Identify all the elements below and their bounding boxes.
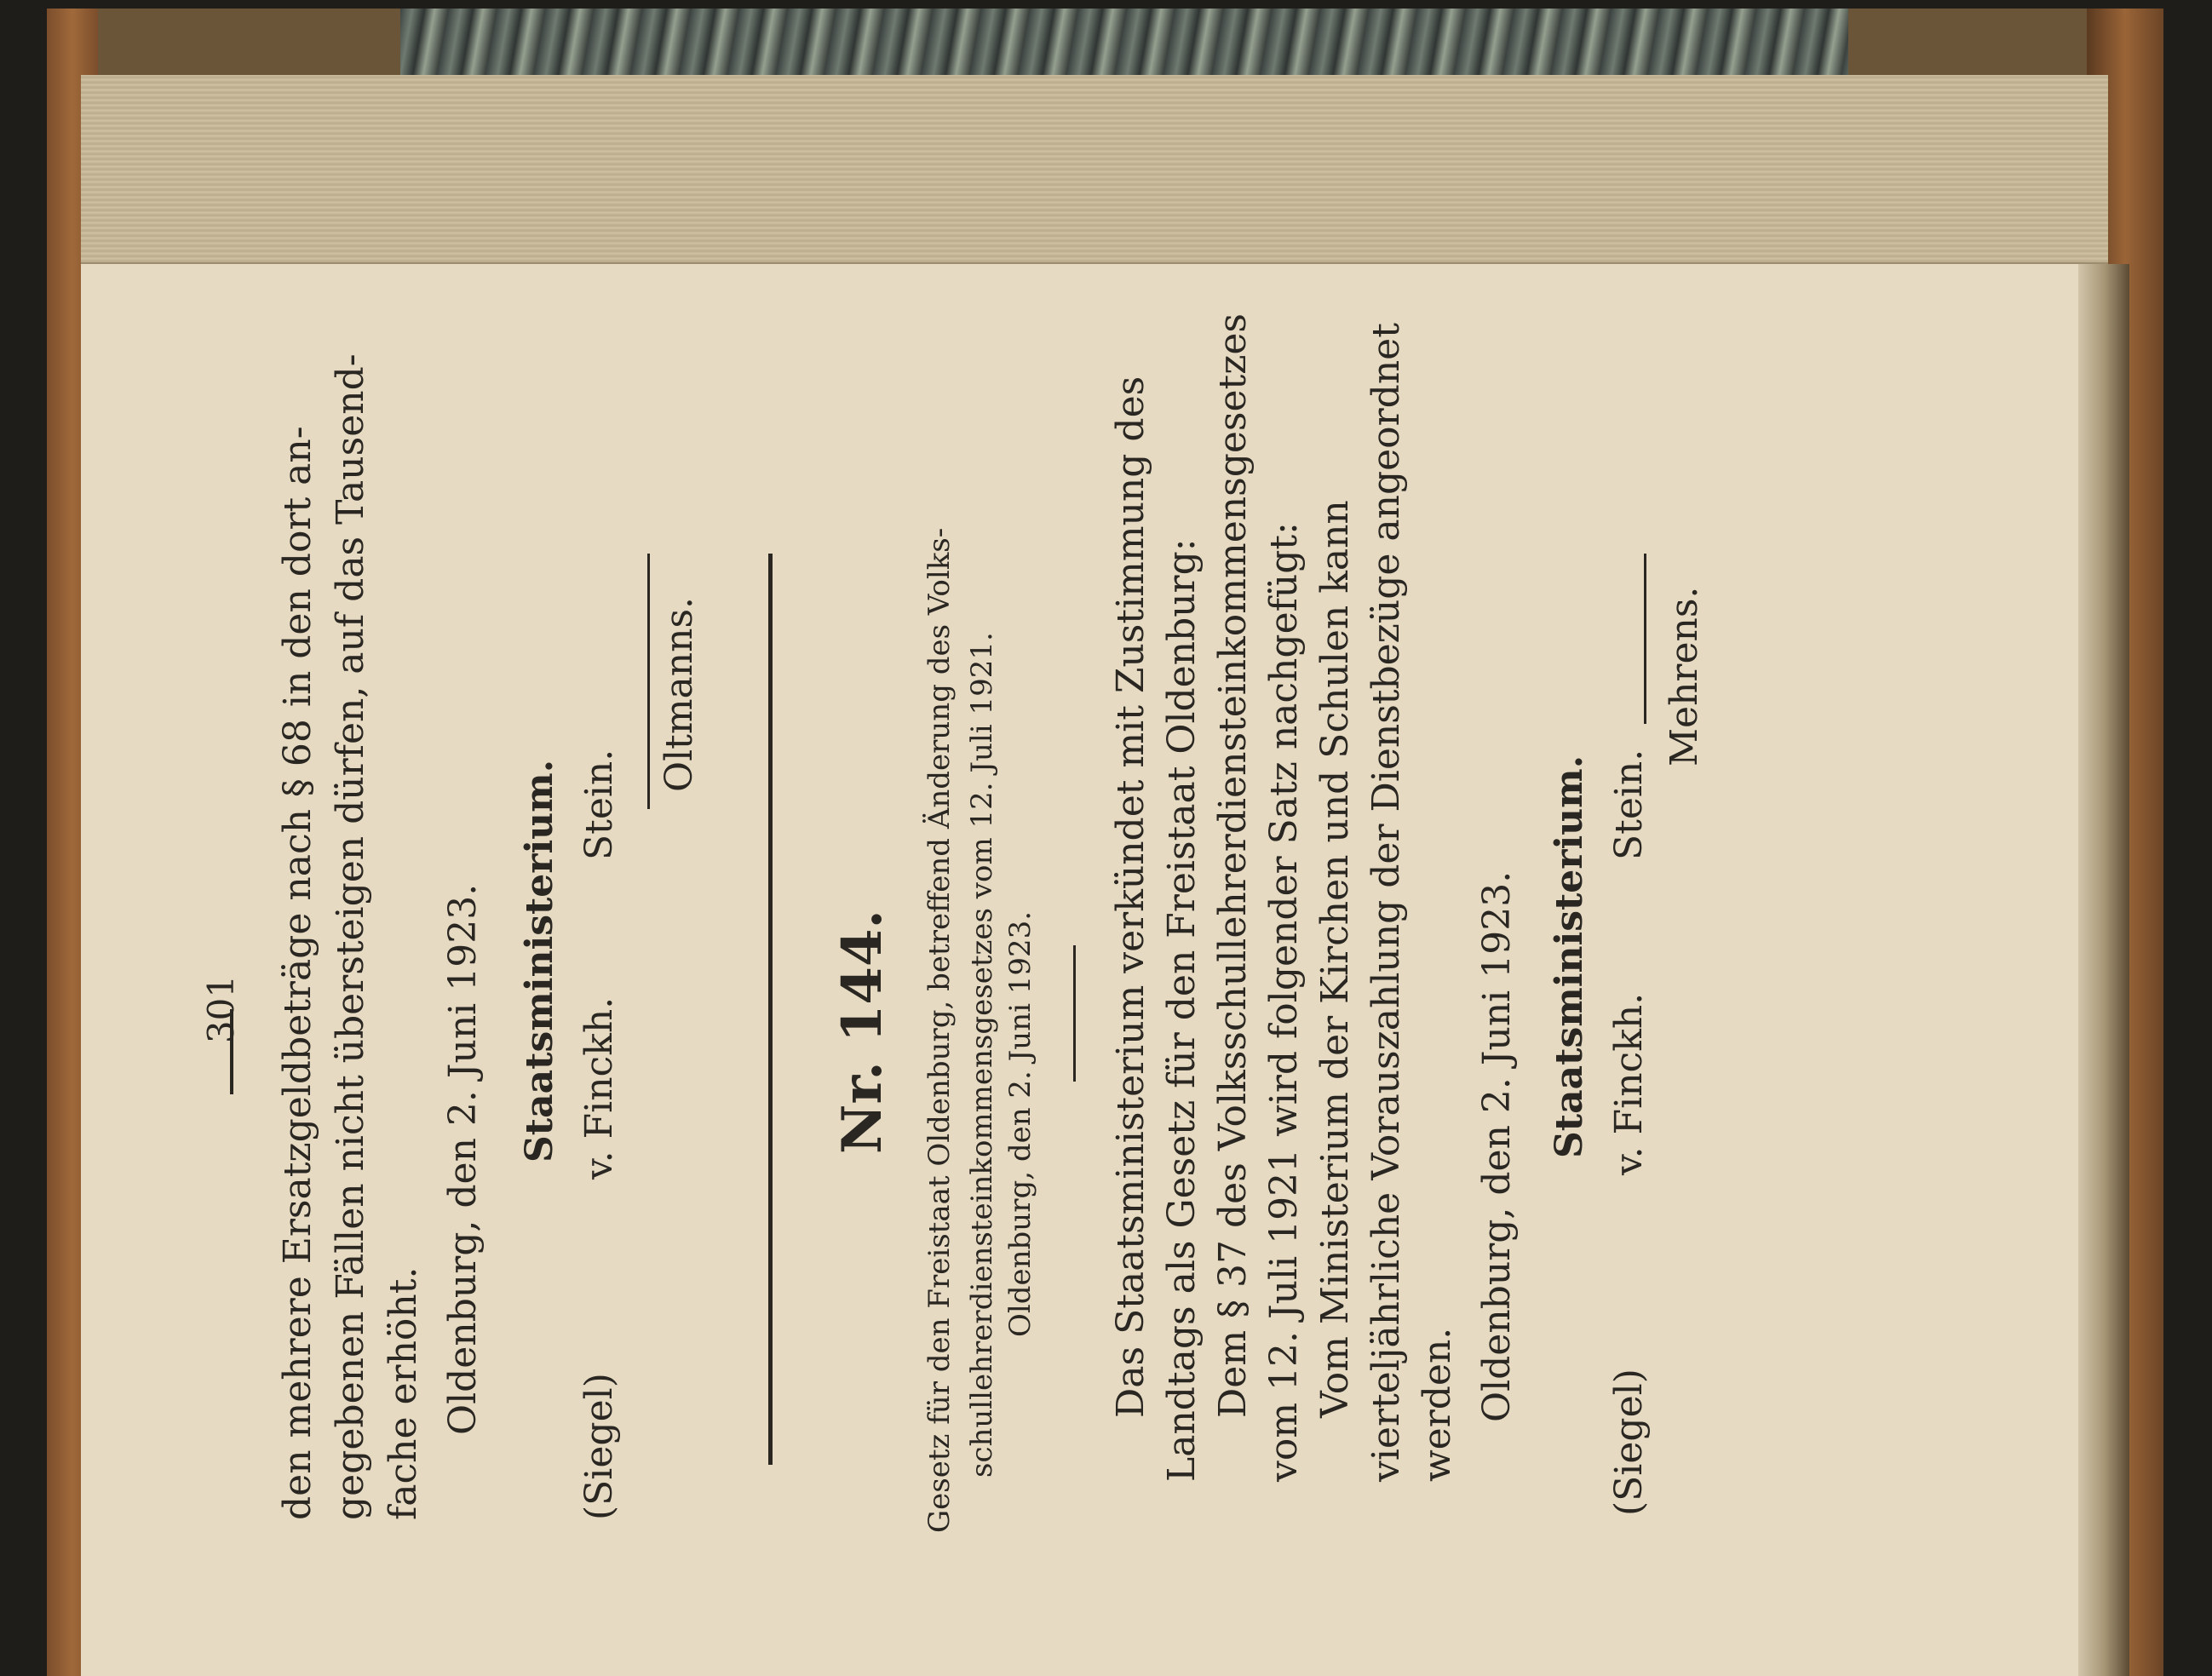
block2-ministry: Staatsministerium. xyxy=(1548,755,1591,1158)
page-edges xyxy=(81,75,2108,266)
page-gutter xyxy=(2078,264,2129,1676)
block1-signer2: Stein. xyxy=(577,749,621,860)
law-body-line5: Vom Ministerium der Kirchen und Schulen kann xyxy=(1313,500,1357,1418)
law-title-line1: Gesetz für den Freistaat Oldenburg, betreffend Änderung des Volks- xyxy=(922,527,957,1533)
block2-countersign: Mehrens. xyxy=(1663,586,1706,766)
law-title-line2: schullehrerdiensteinkommensgesetzes vom 12. Juli 1921. xyxy=(965,632,999,1478)
marbled-edge xyxy=(400,9,1848,77)
para1-line2: gegebenen Fällen nicht übersteigen dürfen, auf das Tausend- xyxy=(329,353,372,1520)
block1-signer1: v. Finckh. xyxy=(577,996,621,1180)
para1-line3: fache erhöht. xyxy=(382,1266,425,1520)
law-number: Nr. 144. xyxy=(830,910,894,1154)
law-date: Oldenburg, den 2. Juni 1923. xyxy=(1003,910,1037,1337)
law-body-line2: Landtags als Gesetz für den Freistaat Oldenburg: xyxy=(1160,538,1204,1482)
countersign-rule-1 xyxy=(647,554,650,809)
countersign-rule-2 xyxy=(1644,554,1646,724)
block1-countersign: Oltmanns. xyxy=(658,596,701,792)
page-number: 301 xyxy=(200,974,242,1044)
block2-seal: (Siegel) xyxy=(1607,1369,1651,1516)
law-body-line7: werden. xyxy=(1416,1327,1459,1482)
law-body-line1: Das Staatsministerium verkündet mit Zustimmung des xyxy=(1109,376,1152,1418)
para1-line1: den mehrere Ersatzgeldbeträge nach § 68 in den dort an- xyxy=(276,426,319,1520)
law-body-line6: vierteljährliche Vorauszahlung der Dienstbezüge angeordnet xyxy=(1365,323,1408,1482)
law-body-line4: vom 12. Juli 1921 wird folgender Satz nachgefügt: xyxy=(1262,522,1306,1482)
block1-place-date: Oldenburg, den 2. Juni 1923. xyxy=(441,883,485,1435)
section-divider xyxy=(768,554,773,1465)
block2-signer2: Stein. xyxy=(1607,749,1651,860)
block2-signer1: v. Finckh. xyxy=(1607,992,1651,1175)
law-body-line3: Dem § 37 des Volksschullehrerdiensteinkommensgesetzes xyxy=(1211,313,1255,1418)
block2-place-date: Oldenburg, den 2. Juni 1923. xyxy=(1475,870,1519,1422)
block1-seal: (Siegel) xyxy=(577,1373,621,1520)
title-rule xyxy=(1073,945,1076,1082)
block1-ministry: Staatsministerium. xyxy=(518,759,561,1162)
